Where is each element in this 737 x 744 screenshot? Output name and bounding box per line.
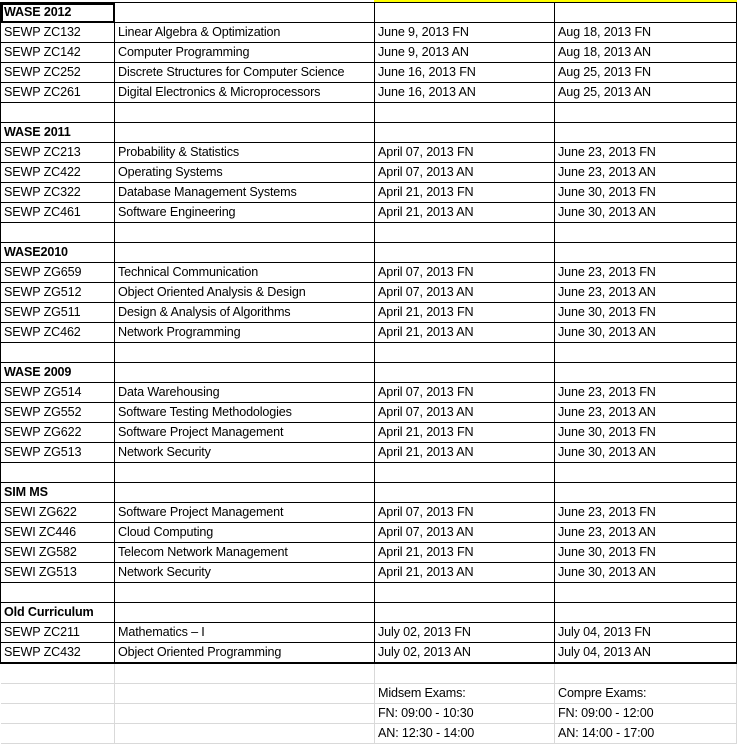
course-name[interactable]: Technical Communication xyxy=(115,263,375,283)
midsem-date[interactable]: April 07, 2013 AN xyxy=(375,283,555,303)
empty-cell[interactable] xyxy=(555,603,737,623)
table-row xyxy=(1,503,737,523)
empty-cell[interactable] xyxy=(375,103,555,123)
compre-date[interactable]: June 23, 2013 AN xyxy=(555,403,737,423)
course-code[interactable]: SEWP ZC322 xyxy=(1,183,115,203)
table-row xyxy=(1,303,737,323)
midsem-date[interactable]: June 16, 2013 FN xyxy=(375,63,555,83)
course-name[interactable]: Mathematics – I xyxy=(115,623,375,643)
course-name[interactable]: Software Project Management xyxy=(115,423,375,443)
course-code[interactable]: SEWP ZC432 xyxy=(1,643,115,664)
spacer-row xyxy=(1,343,737,363)
course-name[interactable]: Computer Programming xyxy=(115,43,375,63)
empty-cell[interactable] xyxy=(115,363,375,383)
empty-cell[interactable] xyxy=(555,483,737,503)
empty-cell[interactable] xyxy=(115,463,375,483)
table-row xyxy=(1,43,737,63)
course-code[interactable]: SEWP ZG659 xyxy=(1,263,115,283)
table-row xyxy=(1,183,737,203)
compre-date[interactable]: June 30, 2013 AN xyxy=(555,203,737,223)
course-name[interactable]: Probability & Statistics xyxy=(115,143,375,163)
compre-date[interactable]: Aug 25, 2013 AN xyxy=(555,83,737,103)
course-name[interactable]: Digital Electronics & Microprocessors xyxy=(115,83,375,103)
midsem-date[interactable]: April 07, 2013 AN xyxy=(375,523,555,543)
empty-cell[interactable] xyxy=(375,603,555,623)
midsem-date[interactable]: April 07, 2013 FN xyxy=(375,143,555,163)
course-code[interactable]: SEWI ZG513 xyxy=(1,563,115,583)
empty-cell[interactable] xyxy=(555,463,737,483)
empty-cell[interactable] xyxy=(1,583,115,603)
compre-date[interactable]: July 04, 2013 AN xyxy=(555,643,737,664)
course-code[interactable]: SEWP ZG622 xyxy=(1,423,115,443)
table-row xyxy=(1,543,737,563)
empty-cell[interactable] xyxy=(115,663,375,684)
midsem-date[interactable]: June 16, 2013 AN xyxy=(375,83,555,103)
group-title[interactable]: Old Curriculum xyxy=(1,603,115,623)
empty-cell[interactable] xyxy=(375,583,555,603)
course-name[interactable]: Object Oriented Programming xyxy=(115,643,375,664)
empty-cell[interactable] xyxy=(375,663,555,684)
table-row xyxy=(1,83,737,103)
empty-cell[interactable] xyxy=(115,704,375,724)
empty-cell[interactable] xyxy=(375,363,555,383)
course-name[interactable]: Cloud Computing xyxy=(115,523,375,543)
spacer-row xyxy=(1,583,737,603)
group-title[interactable]: WASE 2011 xyxy=(1,123,115,143)
empty-cell[interactable] xyxy=(1,704,115,724)
blank-row xyxy=(1,663,737,684)
midsem-date[interactable]: July 02, 2013 FN xyxy=(375,623,555,643)
compre-date[interactable]: Aug 18, 2013 FN xyxy=(555,23,737,43)
group-title[interactable]: WASE 2012 xyxy=(1,3,115,23)
compre-date[interactable]: June 23, 2013 AN xyxy=(555,523,737,543)
course-code[interactable]: SEWP ZG514 xyxy=(1,383,115,403)
midsem-date[interactable]: April 21, 2013 FN xyxy=(375,183,555,203)
table-row xyxy=(1,163,737,183)
empty-cell[interactable] xyxy=(115,483,375,503)
empty-cell[interactable] xyxy=(115,103,375,123)
empty-cell[interactable] xyxy=(375,343,555,363)
course-code[interactable]: SEWP ZC211 xyxy=(1,623,115,643)
compre-date[interactable]: July 04, 2013 FN xyxy=(555,623,737,643)
course-code[interactable]: SEWI ZG622 xyxy=(1,503,115,523)
group-header-row xyxy=(1,363,737,383)
course-name[interactable]: Software Project Management xyxy=(115,503,375,523)
group-title[interactable]: SIM MS xyxy=(1,483,115,503)
compre-note[interactable]: Compre Exams: xyxy=(555,684,737,704)
course-name[interactable]: Network Security xyxy=(115,443,375,463)
compre-date[interactable]: June 23, 2013 AN xyxy=(555,163,737,183)
group-title[interactable]: WASE 2009 xyxy=(1,363,115,383)
empty-cell[interactable] xyxy=(115,123,375,143)
empty-cell[interactable] xyxy=(555,663,737,684)
compre-date[interactable]: June 30, 2013 AN xyxy=(555,563,737,583)
group-header-row xyxy=(1,3,737,23)
course-name[interactable]: Network Security xyxy=(115,563,375,583)
midsem-date[interactable]: April 21, 2013 AN xyxy=(375,203,555,223)
spacer-row xyxy=(1,223,737,243)
course-code[interactable]: SEWP ZC252 xyxy=(1,63,115,83)
table-row xyxy=(1,323,737,343)
midsem-date[interactable]: April 21, 2013 AN xyxy=(375,563,555,583)
empty-cell[interactable] xyxy=(375,243,555,263)
spacer-row xyxy=(1,463,737,483)
empty-cell[interactable] xyxy=(555,243,737,263)
course-name[interactable]: Network Programming xyxy=(115,323,375,343)
group-title[interactable]: WASE2010 xyxy=(1,243,115,263)
course-code[interactable]: SEWP ZC261 xyxy=(1,83,115,103)
notes-row xyxy=(1,724,737,744)
midsem-date[interactable]: April 21, 2013 AN xyxy=(375,323,555,343)
empty-cell[interactable] xyxy=(1,663,115,684)
course-name[interactable]: Software Engineering xyxy=(115,203,375,223)
compre-date[interactable]: June 30, 2013 FN xyxy=(555,543,737,563)
empty-cell[interactable] xyxy=(1,684,115,704)
table-row xyxy=(1,563,737,583)
course-code[interactable]: SEWI ZC446 xyxy=(1,523,115,543)
course-code[interactable]: SEWP ZC213 xyxy=(1,143,115,163)
table-row xyxy=(1,143,737,163)
midsem-date[interactable]: April 07, 2013 AN xyxy=(375,403,555,423)
empty-cell[interactable] xyxy=(1,343,115,363)
midsem-date[interactable]: April 07, 2013 FN xyxy=(375,263,555,283)
notes-row xyxy=(1,704,737,724)
course-code[interactable]: SEWP ZG512 xyxy=(1,283,115,303)
course-code[interactable]: SEWP ZC132 xyxy=(1,23,115,43)
empty-cell[interactable] xyxy=(115,3,375,23)
table-row xyxy=(1,23,737,43)
empty-cell[interactable] xyxy=(115,243,375,263)
midsem-note[interactable]: FN: 09:00 - 10:30 xyxy=(375,704,555,724)
midsem-date[interactable]: April 07, 2013 AN xyxy=(375,163,555,183)
course-name[interactable]: Linear Algebra & Optimization xyxy=(115,23,375,43)
empty-cell[interactable] xyxy=(115,583,375,603)
compre-date[interactable]: June 30, 2013 FN xyxy=(555,423,737,443)
course-code[interactable]: SEWP ZG513 xyxy=(1,443,115,463)
course-name[interactable]: Design & Analysis of Algorithms xyxy=(115,303,375,323)
course-name[interactable]: Software Testing Methodologies xyxy=(115,403,375,423)
group-header-row xyxy=(1,123,737,143)
compre-date[interactable]: June 30, 2013 FN xyxy=(555,303,737,323)
table-row xyxy=(1,263,737,283)
group-header-row xyxy=(1,243,737,263)
table-row xyxy=(1,383,737,403)
course-name[interactable]: Discrete Structures for Computer Science xyxy=(115,63,375,83)
table-row xyxy=(1,63,737,83)
compre-note[interactable]: AN: 14:00 - 17:00 xyxy=(555,724,737,744)
exam-schedule-sheet xyxy=(0,2,737,744)
compre-date[interactable]: June 23, 2013 AN xyxy=(555,283,737,303)
empty-cell[interactable] xyxy=(115,603,375,623)
table-row xyxy=(1,523,737,543)
course-code[interactable]: SEWP ZC462 xyxy=(1,323,115,343)
table-row xyxy=(1,423,737,443)
empty-cell[interactable] xyxy=(115,223,375,243)
compre-date[interactable]: June 30, 2013 AN xyxy=(555,443,737,463)
compre-date[interactable]: June 30, 2013 AN xyxy=(555,323,737,343)
compre-note[interactable]: FN: 09:00 - 12:00 xyxy=(555,704,737,724)
course-code[interactable]: SEWP ZC422 xyxy=(1,163,115,183)
midsem-note[interactable]: AN: 12:30 - 14:00 xyxy=(375,724,555,744)
empty-cell[interactable] xyxy=(375,483,555,503)
midsem-date[interactable]: April 21, 2013 AN xyxy=(375,443,555,463)
empty-cell[interactable] xyxy=(375,463,555,483)
spacer-row xyxy=(1,103,737,123)
group-header-row xyxy=(1,603,737,623)
compre-date[interactable]: June 23, 2013 FN xyxy=(555,503,737,523)
empty-cell[interactable] xyxy=(555,103,737,123)
empty-cell[interactable] xyxy=(555,363,737,383)
empty-cell[interactable] xyxy=(555,583,737,603)
course-code[interactable]: SEWI ZG582 xyxy=(1,543,115,563)
empty-cell[interactable] xyxy=(1,103,115,123)
group-header-row xyxy=(1,483,737,503)
course-name[interactable]: Telecom Network Management xyxy=(115,543,375,563)
table-row xyxy=(1,643,737,664)
course-code[interactable]: SEWP ZG552 xyxy=(1,403,115,423)
compre-date[interactable]: Aug 25, 2013 FN xyxy=(555,63,737,83)
midsem-note[interactable]: Midsem Exams: xyxy=(375,684,555,704)
midsem-date[interactable]: April 07, 2013 FN xyxy=(375,503,555,523)
table-row xyxy=(1,283,737,303)
table-row xyxy=(1,443,737,463)
empty-cell[interactable] xyxy=(375,123,555,143)
empty-cell[interactable] xyxy=(1,223,115,243)
empty-cell[interactable] xyxy=(555,343,737,363)
empty-cell[interactable] xyxy=(375,3,555,23)
notes-row xyxy=(1,684,737,704)
midsem-date[interactable]: April 21, 2013 FN xyxy=(375,423,555,443)
compre-date[interactable]: June 30, 2013 FN xyxy=(555,183,737,203)
empty-cell[interactable] xyxy=(115,343,375,363)
course-code[interactable]: SEWP ZG511 xyxy=(1,303,115,323)
course-name[interactable]: Operating Systems xyxy=(115,163,375,183)
midsem-date[interactable]: June 9, 2013 AN xyxy=(375,43,555,63)
course-code[interactable]: SEWP ZC461 xyxy=(1,203,115,223)
table-row xyxy=(1,203,737,223)
empty-cell[interactable] xyxy=(555,3,737,23)
midsem-date[interactable]: April 07, 2013 FN xyxy=(375,383,555,403)
empty-cell[interactable] xyxy=(115,684,375,704)
midsem-date[interactable]: April 21, 2013 FN xyxy=(375,303,555,323)
course-name[interactable]: Object Oriented Analysis & Design xyxy=(115,283,375,303)
empty-cell[interactable] xyxy=(1,724,115,744)
table-row xyxy=(1,403,737,423)
empty-cell[interactable] xyxy=(1,463,115,483)
course-name[interactable]: Database Management Systems xyxy=(115,183,375,203)
midsem-date[interactable]: April 21, 2013 FN xyxy=(375,543,555,563)
empty-cell[interactable] xyxy=(375,223,555,243)
compre-date[interactable]: June 23, 2013 FN xyxy=(555,143,737,163)
compre-date[interactable]: June 23, 2013 FN xyxy=(555,263,737,283)
midsem-date[interactable]: June 9, 2013 FN xyxy=(375,23,555,43)
compre-date[interactable]: Aug 18, 2013 AN xyxy=(555,43,737,63)
empty-cell[interactable] xyxy=(555,123,737,143)
empty-cell[interactable] xyxy=(115,724,375,744)
course-code[interactable]: SEWP ZC142 xyxy=(1,43,115,63)
empty-cell[interactable] xyxy=(555,223,737,243)
compre-date[interactable]: June 23, 2013 FN xyxy=(555,383,737,403)
table-row xyxy=(1,623,737,643)
course-name[interactable]: Data Warehousing xyxy=(115,383,375,403)
midsem-date[interactable]: July 02, 2013 AN xyxy=(375,643,555,664)
